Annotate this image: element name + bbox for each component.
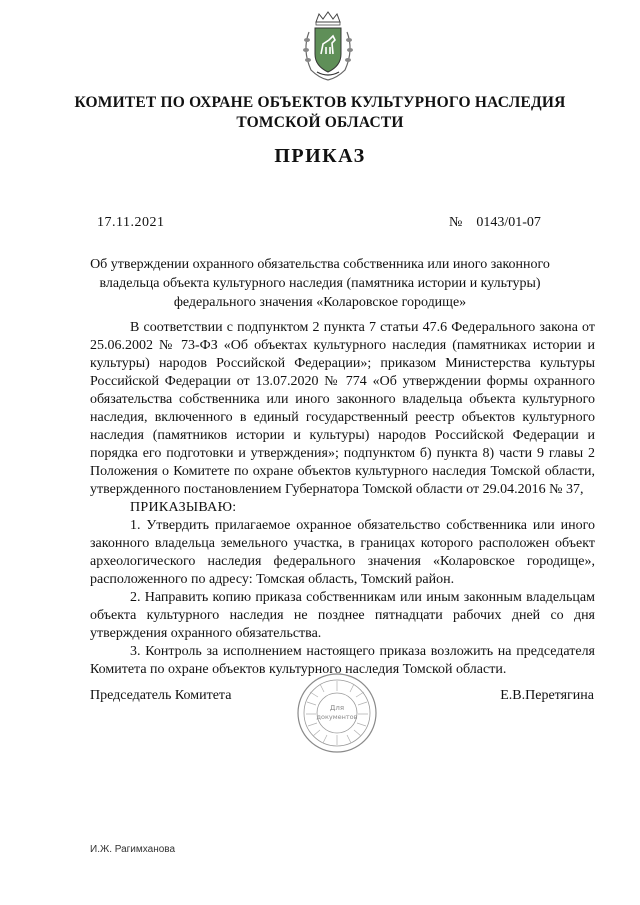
- stamp-label-line2: документов: [316, 713, 358, 721]
- document-body: [90, 319, 595, 679]
- document-date: 17.11.2021: [97, 215, 165, 230]
- organization-name-line1: КОМИТЕТ ПО ОХРАНЕ ОБЪЕКТОВ КУЛЬТУРНОГО НАСЛЕДИЯ: [74, 94, 566, 111]
- organization-name-line2: ТОМСКОЙ ОБЛАСТИ: [236, 114, 404, 131]
- stamp-label-line1: Для: [329, 704, 345, 712]
- order-item-1: 1. Утвердить прилагаемое охранное обязательство собственника или иного законного владельца земельного участка, в границах которого расположен объект археологического наследия федерального значения «Коларовское городище», расположенного по адресу: Томская область, Томский район.: [90, 518, 595, 587]
- coat-of-arms-emblem: [299, 10, 357, 82]
- number-sign: №: [449, 215, 463, 230]
- preamble-paragraph: В соответствии с подпунктом 2 пункта 7 статьи 47.6 Федерального закона от 25.06.2002 № 73-ФЗ «Об объектах культурного наследия (памятниках истории и культуры) народов Российской Федерации»; приказом Министерства культуры Российской Федерации от 13.07.2020 № 774 «Об утверждении формы охранного обязательства собственника или иного законного владельца объекта культурного наследия, включенного в единый государственный реестр объектов культурного наследия (памятников истории и культуры) народов Российской Федерации и порядка его подготовки и утверждения»; подпунктом б) пункта 8) части 9 главы 2 Положения о Комитете по охране объектов культурного наследия Томской области, утвержденного постановлением Губернатора Томской области от 29.04.2016 № 37,: [90, 320, 595, 497]
- round-seal-stamp: [296, 672, 378, 754]
- order-item-2: 2. Направить копию приказа собственникам или иным законным владельцам объекта культурного наследия не позднее пятнадцати рабочих дней со дня утверждения охранного обязательства.: [90, 590, 595, 641]
- number-value: 0143/01-07: [476, 215, 541, 230]
- order-word: ПРИКАЗЫВАЮ:: [130, 500, 237, 515]
- document-number: [449, 215, 541, 231]
- signatory-name: Е.В.Перетягина: [500, 688, 594, 703]
- document-type-title: ПРИКАЗ: [274, 145, 366, 167]
- executor-name: И.Ж. Рагимханова: [90, 844, 176, 855]
- signatory-position: Председатель Комитета: [90, 688, 232, 703]
- order-item-3: 3. Контроль за исполнением настоящего приказа возложить на председателя Комитета по охране объектов культурного наследия Томской области.: [90, 644, 595, 677]
- document-subject: Об утверждении охранного обязательства собственника или иного законного владельца объекта культурного наследия (памятника истории и культуры) федерального значения «Коларовское городище»: [90, 257, 550, 310]
